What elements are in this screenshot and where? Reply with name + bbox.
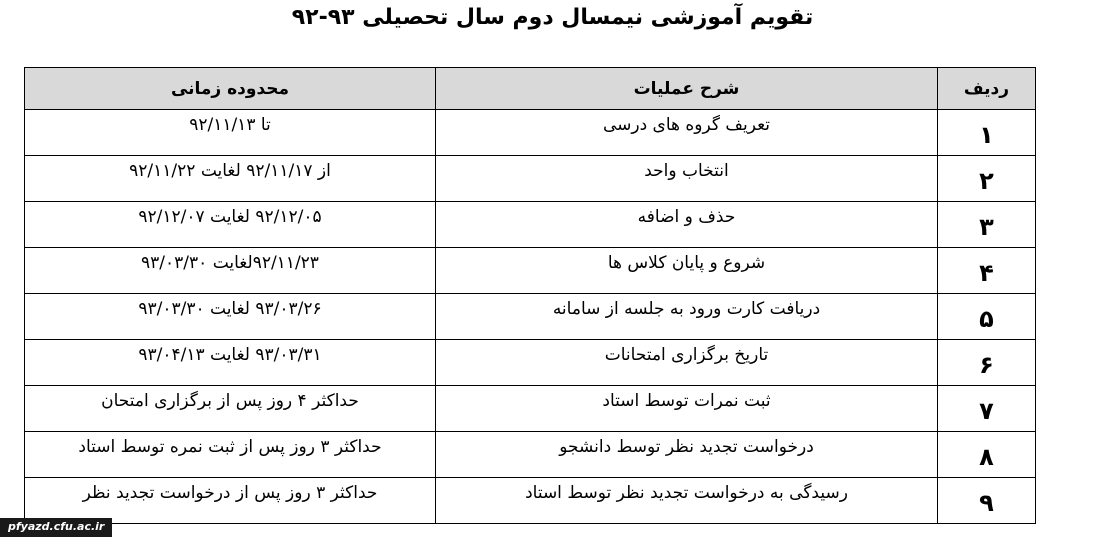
table-row — [25, 432, 1036, 478]
row-time-range-text: تا ۹۲/۱۱/۱۳ — [189, 114, 271, 135]
row-number — [938, 248, 1036, 294]
row-description — [436, 156, 938, 202]
table-row — [25, 386, 1036, 432]
row-time-range-text: حداکثر ۳ روز پس از درخواست تجدید نظر — [82, 482, 378, 503]
table-row — [25, 294, 1036, 340]
table-header-row — [25, 68, 1036, 110]
row-number-text: ۸ — [979, 442, 994, 471]
row-number-text: ۷ — [979, 396, 994, 425]
row-description — [436, 478, 938, 524]
row-number-text: ۴ — [979, 258, 994, 287]
row-time-range — [25, 340, 436, 386]
row-time-range — [25, 110, 436, 156]
row-description-text: شروع و پایان کلاس ها — [607, 252, 766, 273]
row-description-text: تاریخ برگزاری امتحانات — [604, 344, 769, 365]
row-time-range-text: ۹۲/۱۱/۲۳لغایت ۹۳/۰۳/۳۰ — [141, 252, 319, 273]
academic-calendar-table — [24, 67, 1036, 524]
row-time-range — [25, 386, 436, 432]
row-description — [436, 432, 938, 478]
row-time-range-text: ۹۳/۰۳/۳۱ لغایت ۹۳/۰۴/۱۳ — [138, 344, 322, 365]
row-time-range — [25, 202, 436, 248]
table-row — [25, 478, 1036, 524]
row-number-text: ۵ — [979, 304, 994, 333]
table-row — [25, 156, 1036, 202]
row-description-text: دریافت کارت ورود به جلسه از سامانه — [552, 298, 821, 319]
header-description: شرح عملیات — [436, 68, 938, 110]
row-time-range — [25, 248, 436, 294]
row-description — [436, 340, 938, 386]
row-description — [436, 386, 938, 432]
row-number-text: ۳ — [979, 212, 994, 241]
header-time-range: محدوده زمانی — [25, 68, 436, 110]
row-time-range — [25, 294, 436, 340]
site-watermark: pfyazd.cfu.ac.ir — [0, 518, 112, 537]
row-number — [938, 156, 1036, 202]
row-number — [938, 110, 1036, 156]
row-time-range — [25, 478, 436, 524]
row-description — [436, 110, 938, 156]
row-description-text: انتخاب واحد — [644, 160, 729, 181]
row-time-range-text: از ۹۲/۱۱/۱۷ لغایت ۹۲/۱۱/۲۲ — [129, 160, 331, 181]
table-row — [25, 202, 1036, 248]
table-row — [25, 110, 1036, 156]
row-description-text: ثبت نمرات توسط استاد — [602, 390, 771, 411]
row-number — [938, 294, 1036, 340]
row-description — [436, 294, 938, 340]
row-description-text: رسیدگی به درخواست تجدید نظر توسط استاد — [525, 482, 848, 503]
row-number-text: ۱ — [979, 120, 994, 149]
row-description — [436, 202, 938, 248]
row-description-text: حذف و اضافه — [637, 206, 736, 227]
row-time-range — [25, 432, 436, 478]
row-time-range-text: حداکثر ۴ روز پس از برگزاری امتحان — [101, 390, 359, 411]
row-number — [938, 432, 1036, 478]
row-time-range-text: ۹۳/۰۳/۲۶ لغایت ۹۳/۰۳/۳۰ — [138, 298, 322, 319]
row-number-text: ۹ — [979, 488, 994, 517]
table-row — [25, 340, 1036, 386]
table-row — [25, 248, 1036, 294]
row-number — [938, 478, 1036, 524]
row-description-text: تعریف گروه های درسی — [602, 114, 771, 135]
row-time-range-text: حداکثر ۳ روز پس از ثبت نمره توسط استاد — [78, 436, 382, 457]
row-description — [436, 248, 938, 294]
row-time-range-text: ۹۲/۱۲/۰۵ لغایت ۹۲/۱۲/۰۷ — [138, 206, 322, 227]
page-title: تقویم آموزشی نیمسال دوم سال تحصیلی ۹۳-۹۲ — [291, 5, 814, 30]
row-number-text: ۶ — [979, 350, 994, 379]
row-number — [938, 386, 1036, 432]
row-description-text: درخواست تجدید نظر توسط دانشجو — [559, 436, 814, 457]
row-number — [938, 202, 1036, 248]
row-number-text: ۲ — [979, 166, 994, 195]
header-row-number: ردیف — [938, 68, 1036, 110]
row-number — [938, 340, 1036, 386]
row-time-range — [25, 156, 436, 202]
